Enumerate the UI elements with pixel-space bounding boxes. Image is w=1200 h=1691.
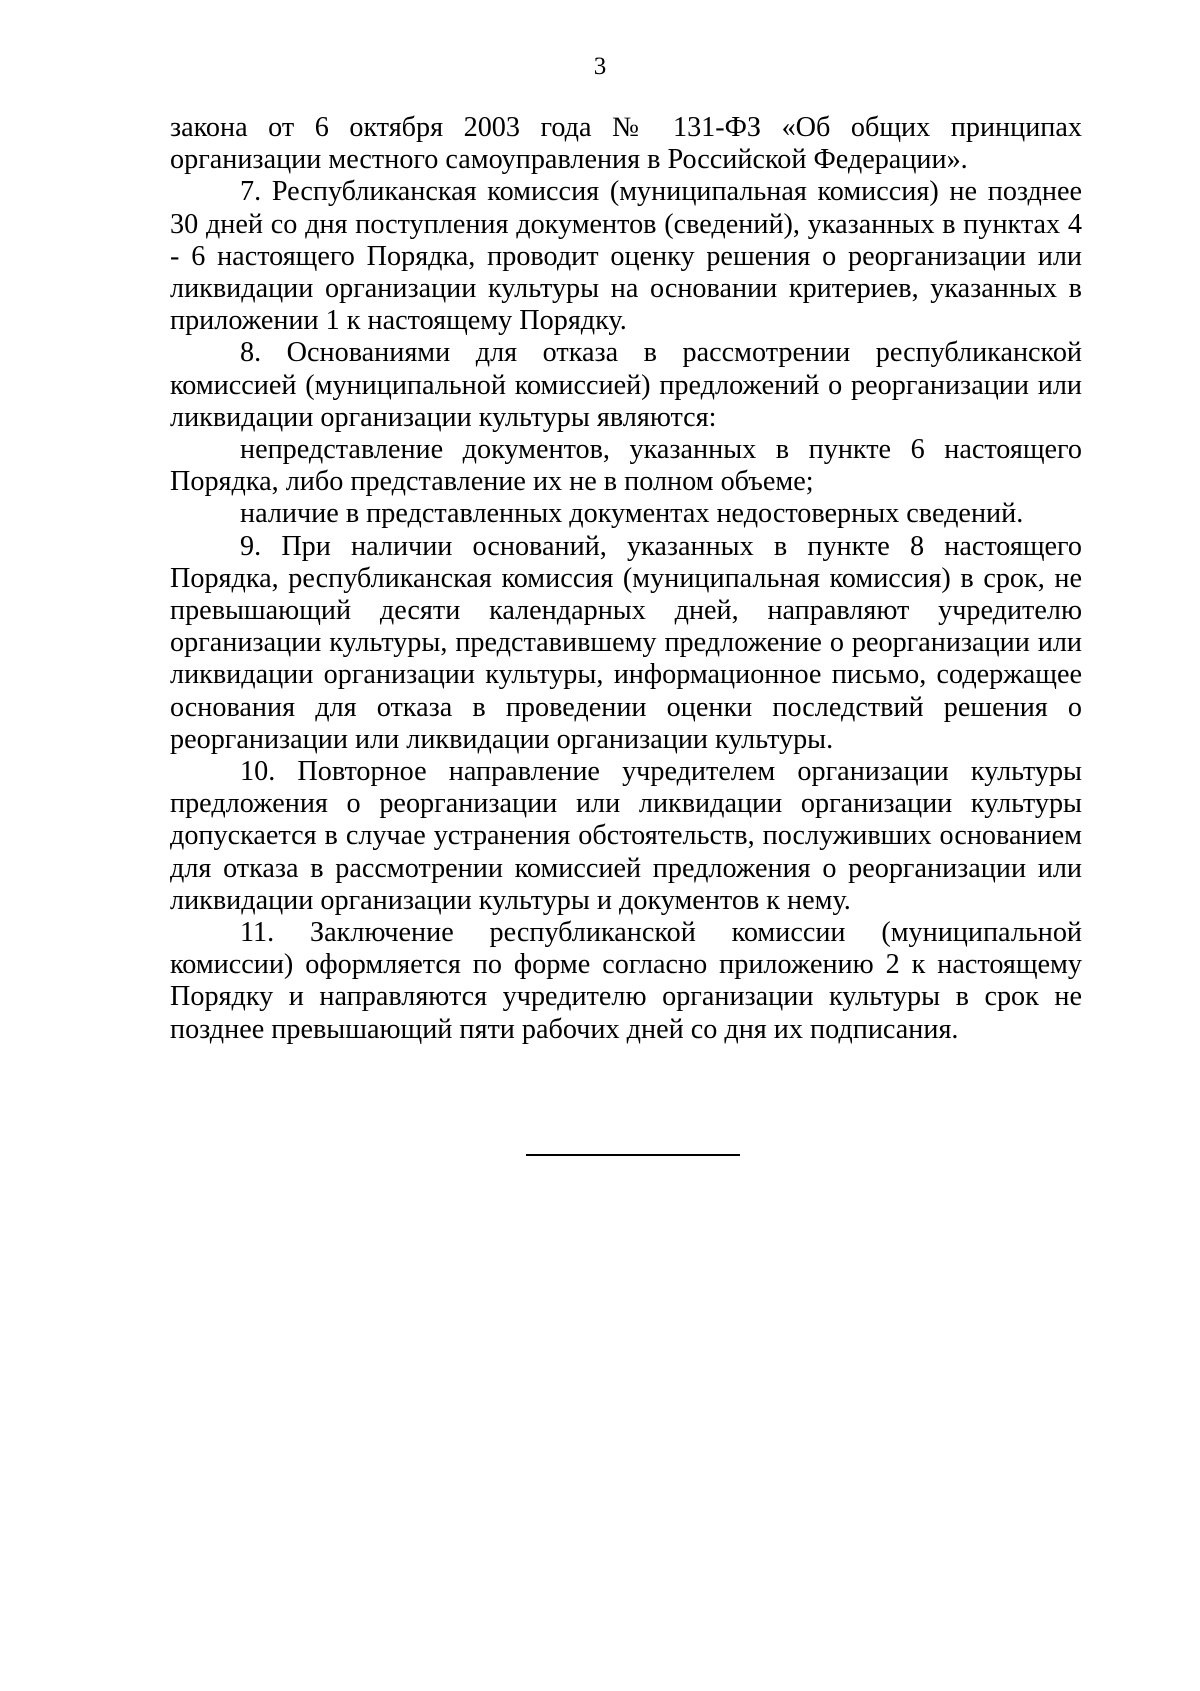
paragraph-continuation: закона от 6 октября 2003 года № 131-ФЗ «Об общих принципах организации местного самоуправления в Российской Федерации». bbox=[170, 112, 1082, 176]
paragraph-item-7: 7. Республиканская комиссия (муниципальная комиссия) не позднее 30 дней со дня поступления документов (сведений), указанных в пунктах 4 - 6 настоящего Порядка, проводит оценку решения о реорганизации или ликвидации организации культуры на основании критериев, указанных в приложении 1 к настоящему Порядку. bbox=[170, 176, 1082, 337]
paragraph-item-8: 8. Основаниями для отказа в рассмотрении республиканской комиссией (муниципальной комиссией) предложений о реорганизации или ликвидации организации культуры являются: bbox=[170, 337, 1082, 433]
page-number: 3 bbox=[593, 53, 607, 80]
paragraph-item-10: 10. Повторное направление учредителем организации культуры предложения о реорганизации или ликвидации организации культуры допускается в случае устранения обстоятельств, послуживших основанием для отказа в рассмотрении комиссией предложения о реорганизации или ликвидации организации культуры и документов к нему. bbox=[170, 756, 1082, 916]
paragraph-item-8-ground-2: наличие в представленных документах недостоверных сведений. bbox=[240, 498, 1024, 530]
paragraph-item-8-ground-1: непредставление документов, указанных в пункте 6 настоящего Порядка, либо представление их не в полном объеме; bbox=[170, 434, 1082, 498]
end-divider-line bbox=[526, 1154, 740, 1156]
paragraph-item-9: 9. При наличии оснований, указанных в пункте 8 настоящего Порядка, республиканская комиссия (муниципальная комиссия) в срок, не превышающий десяти календарных дней, направляют учредителю организации культуры, представившему предложение о реорганизации или ликвидации организации культуры, информационное письмо, содержащее основания для отказа в проведении оценки последствий решения о реорганизации или ликвидации организации культуры. bbox=[170, 530, 1082, 755]
paragraph-item-11: 11. Заключение республиканской комиссии (муниципальной комиссии) оформляется по форме согласно приложению 2 к настоящему Порядку и направляются учредителю организации культуры в срок не позднее превышающий пяти рабочих дней со дня их подписания. bbox=[170, 917, 1082, 1045]
document-body bbox=[170, 112, 1082, 1046]
